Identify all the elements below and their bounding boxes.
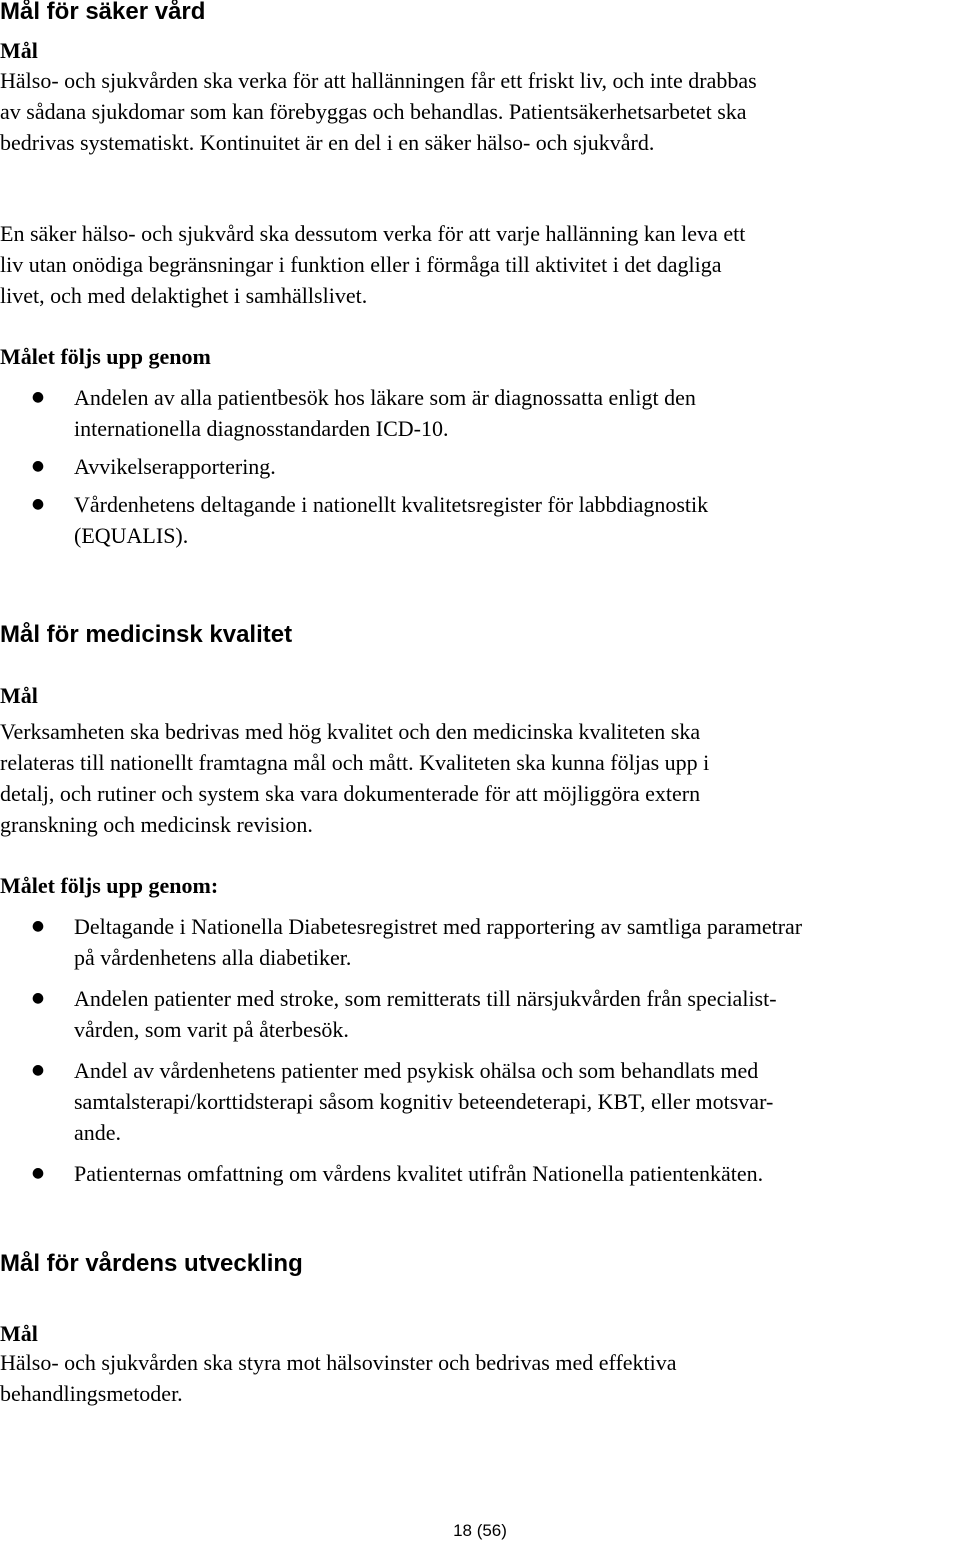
text-line: (EQUALIS). (74, 523, 189, 548)
bullet-icon: ● (31, 1165, 45, 1181)
goal-paragraph (0, 65, 950, 158)
goal-paragraph (0, 1347, 950, 1409)
text-line: Patienternas omfattning om vårdens kvalitet utifrån Nationella patientenkäten. (74, 1161, 764, 1186)
text-line: vården, som varit på återbesök. (74, 1017, 349, 1042)
section-heading-safe-care: Mål för säker vård (0, 0, 206, 25)
followup-label: Målet följs upp genom (0, 344, 211, 369)
text-line: detalj, och rutiner och system ska vara dokumenterade för att möjliggöra extern (0, 781, 701, 806)
followup-list (0, 911, 960, 1189)
text-line: liv utan onödiga begränsningar i funktion eller i förmåga till aktivitet i det dagliga (0, 252, 722, 277)
goal-paragraph (0, 716, 950, 840)
text-line: internationella diagnosstandarden ICD-10. (74, 416, 449, 441)
bullet-icon: ● (31, 918, 45, 934)
list-item (0, 1158, 960, 1189)
text-line: relateras till nationellt framtagna mål och mått. Kvaliteten ska kunna följas upp i (0, 750, 710, 775)
text-line: bedrivas systematiskt. Kontinuitet är en del i en säker hälso- och sjukvård. (0, 130, 655, 155)
text-line: livet, och med delaktighet i samhällslivet. (0, 283, 368, 308)
goal-label: Mål (0, 1321, 38, 1346)
text-line: Verksamheten ska bedrivas med hög kvalitet och den medicinska kvaliteten ska (0, 719, 701, 744)
list-item (0, 382, 960, 444)
text-line: på vårdenhetens alla diabetiker. (74, 945, 352, 970)
text-line: Hälso- och sjukvården ska styra mot hälsovinster och bedrivas med effektiva (0, 1350, 677, 1375)
text-line: av sådana sjukdomar som kan förebyggas och behandlas. Patientsäkerhetsarbetet ska (0, 99, 747, 124)
text-line: Andelen av alla patientbesök hos läkare som är diagnossatta enligt den (74, 385, 696, 410)
list-item (0, 1055, 960, 1148)
text-line: Andelen patienter med stroke, som remitterats till närsjukvården från specialist- (74, 986, 777, 1011)
text-line: granskning och medicinsk revision. (0, 812, 313, 837)
section-heading-medical-quality: Mål för medicinsk kvalitet (0, 621, 293, 648)
bullet-icon: ● (31, 1062, 45, 1078)
goal-label: Mål (0, 38, 38, 63)
extra-paragraph (0, 218, 950, 311)
text-line: Vårdenhetens deltagande i nationellt kvalitetsregister för labbdiagnostik (74, 492, 709, 517)
list-item (0, 911, 960, 973)
followup-list (0, 382, 960, 551)
page-number: 18 (56) (453, 1521, 507, 1540)
text-line: behandlingsmetoder. (0, 1381, 183, 1406)
text-line: En säker hälso- och sjukvård ska dessutom verka för att varje hallänning kan leva ett (0, 221, 746, 246)
list-item (0, 489, 960, 551)
bullet-icon: ● (31, 496, 45, 512)
bullet-icon: ● (31, 458, 45, 474)
text-line: ande. (74, 1120, 122, 1145)
text-line: Hälso- och sjukvården ska verka för att hallänningen får ett friskt liv, och inte drabbas (0, 68, 757, 93)
section-heading-care-development: Mål för vårdens utveckling (0, 1250, 303, 1277)
text-line: Avvikelserapportering. (74, 454, 276, 479)
text-line: Andel av vårdenhetens patienter med psykisk ohälsa och som behandlats med (74, 1058, 759, 1083)
followup-label: Målet följs upp genom: (0, 873, 219, 898)
goal-label: Mål (0, 683, 38, 708)
list-item (0, 983, 960, 1045)
list-item (0, 451, 960, 482)
bullet-icon: ● (31, 389, 45, 405)
text-line: samtalsterapi/korttidsterapi såsom kognitiv beteendeterapi, KBT, eller motsvar- (74, 1089, 774, 1114)
text-line: Deltagande i Nationella Diabetesregistret med rapportering av samtliga parametrar (74, 914, 803, 939)
bullet-icon: ● (31, 990, 45, 1006)
